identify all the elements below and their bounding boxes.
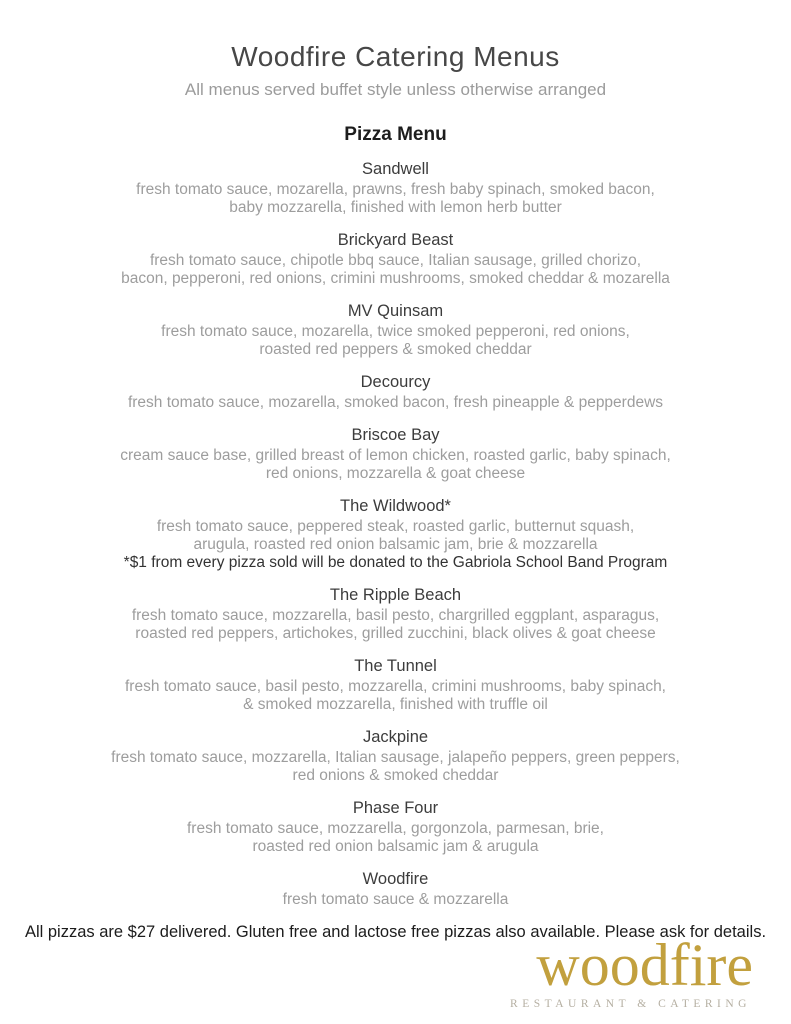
menu-item: [0, 656, 791, 714]
menu-item-lines: [0, 891, 791, 909]
menu-item: [0, 798, 791, 856]
menu-item-lines: [0, 749, 791, 785]
menu-item-name: Jackpine: [362, 727, 429, 746]
menu-item-ingredient-line: fresh tomato sauce, mozarella, prawns, fresh baby spinach, smoked bacon,: [136, 180, 655, 198]
menu-item: [0, 869, 791, 909]
menu-item-ingredient-line: fresh tomato sauce, chipotle bbq sauce, Italian sausage, grilled chorizo,: [149, 251, 642, 269]
menu-item-ingredient-line: roasted red onion balsamic jam & arugula: [252, 837, 539, 855]
menu-item: [0, 496, 791, 572]
menu-item-name: Sandwell: [362, 159, 429, 178]
menu-item-lines: [0, 518, 791, 572]
menu-item-ingredient-line: red onions & smoked cheddar: [292, 766, 499, 784]
menu-item-ingredient-line: fresh tomato sauce, mozzarella, Italian sausage, jalapeño peppers, green peppers,: [111, 748, 680, 766]
pizza-menu-heading: Pizza Menu: [344, 124, 447, 146]
menu-item-lines: [0, 252, 791, 288]
logo-tagline-text: RESTAURANT & CATERING: [510, 998, 751, 1010]
menu-item-name: The Wildwood*: [340, 496, 451, 515]
menu-item-lines: [0, 181, 791, 217]
menu-item-lines: [0, 323, 791, 359]
menu-item-name: Briscoe Bay: [351, 425, 440, 444]
menu-item-lines: [0, 678, 791, 714]
menu-item-ingredient-line: fresh tomato sauce, mozarella, smoked bacon, fresh pineapple & pepperdews: [127, 393, 664, 411]
menu-item-ingredient-line: arugula, roasted red onion balsamic jam, brie & mozzarella: [193, 535, 598, 553]
menu-item-ingredient-line: fresh tomato sauce, peppered steak, roasted garlic, butternut squash,: [156, 517, 635, 535]
menu-items-list: [0, 159, 791, 909]
menu-item-name: MV Quinsam: [347, 301, 444, 320]
menu-item: [0, 230, 791, 288]
menu-item: [0, 585, 791, 643]
menu-item-ingredient-line: fresh tomato sauce, mozzarella, basil pesto, chargrilled eggplant, asparagus,: [131, 606, 660, 624]
page-subtitle: All menus served buffet style unless otherwise arranged: [184, 79, 607, 99]
menu-item-ingredient-line: red onions, mozzarella & goat cheese: [265, 464, 526, 482]
menu-item-note: *$1 from every pizza sold will be donated to the Gabriola School Band Program: [123, 553, 668, 571]
menu-item-ingredient-line: fresh tomato sauce & mozzarella: [282, 890, 509, 908]
menu-item-lines: [0, 394, 791, 412]
menu-item-lines: [0, 820, 791, 856]
menu-item-lines: [0, 607, 791, 643]
woodfire-logo: [510, 932, 753, 1010]
pricing-footer-text: All pizzas are $27 delivered. Gluten free and lactose free pizzas also available. Please ask for details.: [24, 922, 767, 941]
menu-item-ingredient-line: fresh tomato sauce, mozarella, twice smoked pepperoni, red onions,: [161, 322, 630, 340]
logo-wordmark-text: woodfire: [536, 932, 753, 998]
menu-item-name: The Ripple Beach: [329, 585, 462, 604]
menu-item: [0, 372, 791, 412]
menu-item-name: Decourcy: [360, 372, 431, 391]
menu-item-ingredient-line: roasted red peppers & smoked cheddar: [259, 340, 532, 358]
menu-item: [0, 425, 791, 483]
menu-item: [0, 159, 791, 217]
menu-item-lines: [0, 447, 791, 483]
menu-item-name: Phase Four: [352, 798, 439, 817]
menu-item-ingredient-line: cream sauce base, grilled breast of lemon chicken, roasted garlic, baby spinach,: [120, 446, 671, 464]
menu-item-ingredient-line: roasted red peppers, artichokes, grilled zucchini, black olives & goat cheese: [135, 624, 656, 642]
menu-item-ingredient-line: bacon, pepperoni, red onions, crimini mushrooms, smoked cheddar & mozarella: [121, 269, 670, 287]
menu-item-ingredient-line: fresh tomato sauce, mozzarella, gorgonzola, parmesan, brie,: [187, 819, 604, 837]
menu-item-ingredient-line: fresh tomato sauce, basil pesto, mozzarella, crimini mushrooms, baby spinach,: [124, 677, 666, 695]
menu-item: [0, 727, 791, 785]
menu-item-ingredient-line: & smoked mozzarella, finished with truffle oil: [243, 695, 548, 713]
menu-item: [0, 301, 791, 359]
menu-item-name: Woodfire: [362, 869, 429, 888]
page-title: Woodfire Catering Menus: [231, 41, 560, 72]
menu-item-ingredient-line: baby mozzarella, finished with lemon herb butter: [229, 198, 562, 216]
menu-item-name: Brickyard Beast: [337, 230, 454, 249]
menu-item-name: The Tunnel: [354, 656, 437, 675]
